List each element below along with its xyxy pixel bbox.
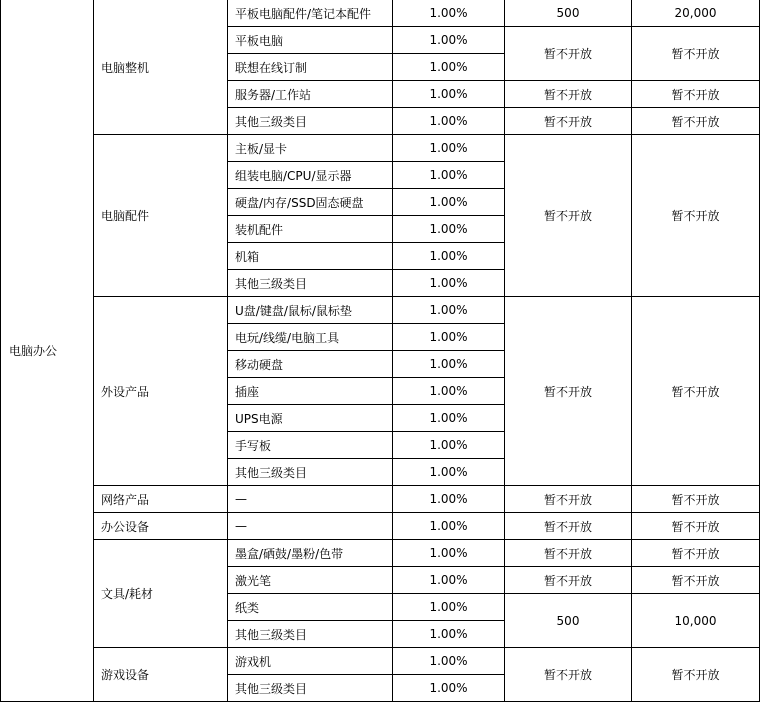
category-l3: 其他三级类目 xyxy=(228,108,393,135)
value-cell-b: 20,000 xyxy=(632,0,760,27)
value-cell-a: 暂不开放 xyxy=(505,486,632,513)
category-l3: 机箱 xyxy=(228,243,393,270)
table-row xyxy=(1,297,760,324)
value-cell-b: 暂不开放 xyxy=(632,108,760,135)
category-l3: 硬盘/内存/SSD固态硬盘 xyxy=(228,189,393,216)
value-cell-b: 暂不开放 xyxy=(632,513,760,540)
category-l3: 移动硬盘 xyxy=(228,351,393,378)
category-l1: 电脑办公 xyxy=(1,0,94,702)
value-cell-b: 暂不开放 xyxy=(632,297,760,486)
category-l3: 手写板 xyxy=(228,432,393,459)
rate-cell: 1.00% xyxy=(393,297,505,324)
value-cell-a: 500 xyxy=(505,0,632,27)
rate-cell: 1.00% xyxy=(393,540,505,567)
value-cell-a: 暂不开放 xyxy=(505,27,632,81)
table-row xyxy=(1,540,760,567)
category-l3: 其他三级类目 xyxy=(228,459,393,486)
rate-cell: 1.00% xyxy=(393,270,505,297)
table-row xyxy=(1,486,760,513)
rate-cell: 1.00% xyxy=(393,513,505,540)
category-l3: 游戏机 xyxy=(228,648,393,675)
rate-cell: 1.00% xyxy=(393,27,505,54)
value-cell-a: 暂不开放 xyxy=(505,567,632,594)
category-l2: 文具/耗材 xyxy=(94,540,228,648)
category-l3: — xyxy=(228,486,393,513)
category-l2: 游戏设备 xyxy=(94,648,228,702)
category-l3: 插座 xyxy=(228,378,393,405)
rate-cell: 1.00% xyxy=(393,405,505,432)
value-cell-a: 暂不开放 xyxy=(505,135,632,297)
value-cell-a: 暂不开放 xyxy=(505,540,632,567)
value-cell-b: 暂不开放 xyxy=(632,648,760,702)
rate-cell: 1.00% xyxy=(393,162,505,189)
value-cell-b: 暂不开放 xyxy=(632,81,760,108)
rate-cell: 1.00% xyxy=(393,621,505,648)
category-l3: 墨盒/硒鼓/墨粉/色带 xyxy=(228,540,393,567)
rate-cell: 1.00% xyxy=(393,243,505,270)
category-l3: 其他三级类目 xyxy=(228,675,393,702)
rate-cell: 1.00% xyxy=(393,108,505,135)
rate-cell: 1.00% xyxy=(393,675,505,702)
table-row xyxy=(1,648,760,675)
category-l3: 组装电脑/CPU/显示器 xyxy=(228,162,393,189)
category-l2: 外设产品 xyxy=(94,297,228,486)
value-cell-b: 暂不开放 xyxy=(632,135,760,297)
category-l3: U盘/键盘/鼠标/鼠标垫 xyxy=(228,297,393,324)
category-l3: 联想在线订制 xyxy=(228,54,393,81)
rate-cell: 1.00% xyxy=(393,81,505,108)
rate-cell: 1.00% xyxy=(393,432,505,459)
value-cell-a: 暂不开放 xyxy=(505,81,632,108)
rate-cell: 1.00% xyxy=(393,351,505,378)
rate-cell: 1.00% xyxy=(393,378,505,405)
table-row xyxy=(1,0,760,27)
category-l2: 电脑整机 xyxy=(94,0,228,135)
table-row xyxy=(1,135,760,162)
category-l2: 办公设备 xyxy=(94,513,228,540)
value-cell-b: 暂不开放 xyxy=(632,567,760,594)
category-l3: 主板/显卡 xyxy=(228,135,393,162)
value-cell-b: 暂不开放 xyxy=(632,486,760,513)
table-row xyxy=(1,513,760,540)
rate-cell: 1.00% xyxy=(393,648,505,675)
category-l2: 电脑配件 xyxy=(94,135,228,297)
rate-cell: 1.00% xyxy=(393,135,505,162)
value-cell-b: 暂不开放 xyxy=(632,540,760,567)
value-cell-a: 暂不开放 xyxy=(505,108,632,135)
rate-cell: 1.00% xyxy=(393,567,505,594)
rate-cell: 1.00% xyxy=(393,324,505,351)
rate-cell: 1.00% xyxy=(393,216,505,243)
value-cell-a: 暂不开放 xyxy=(505,648,632,702)
rate-cell: 1.00% xyxy=(393,189,505,216)
value-cell-a: 500 xyxy=(505,594,632,648)
category-l3: 装机配件 xyxy=(228,216,393,243)
category-l2: 网络产品 xyxy=(94,486,228,513)
value-cell-a: 暂不开放 xyxy=(505,297,632,486)
category-l3: 服务器/工作站 xyxy=(228,81,393,108)
category-l3: 激光笔 xyxy=(228,567,393,594)
category-l3: — xyxy=(228,513,393,540)
rate-cell: 1.00% xyxy=(393,0,505,27)
rate-cell: 1.00% xyxy=(393,459,505,486)
category-l3: 电玩/线缆/电脑工具 xyxy=(228,324,393,351)
category-l3: 其他三级类目 xyxy=(228,621,393,648)
category-l3: 平板电脑配件/笔记本配件 xyxy=(228,0,393,27)
category-l3: 纸类 xyxy=(228,594,393,621)
rate-cell: 1.00% xyxy=(393,54,505,81)
rate-cell: 1.00% xyxy=(393,486,505,513)
category-l3: 平板电脑 xyxy=(228,27,393,54)
category-l3: UPS电源 xyxy=(228,405,393,432)
value-cell-b: 暂不开放 xyxy=(632,27,760,81)
rate-cell: 1.00% xyxy=(393,594,505,621)
value-cell-a: 暂不开放 xyxy=(505,513,632,540)
value-cell-b: 10,000 xyxy=(632,594,760,648)
category-l3: 其他三级类目 xyxy=(228,270,393,297)
